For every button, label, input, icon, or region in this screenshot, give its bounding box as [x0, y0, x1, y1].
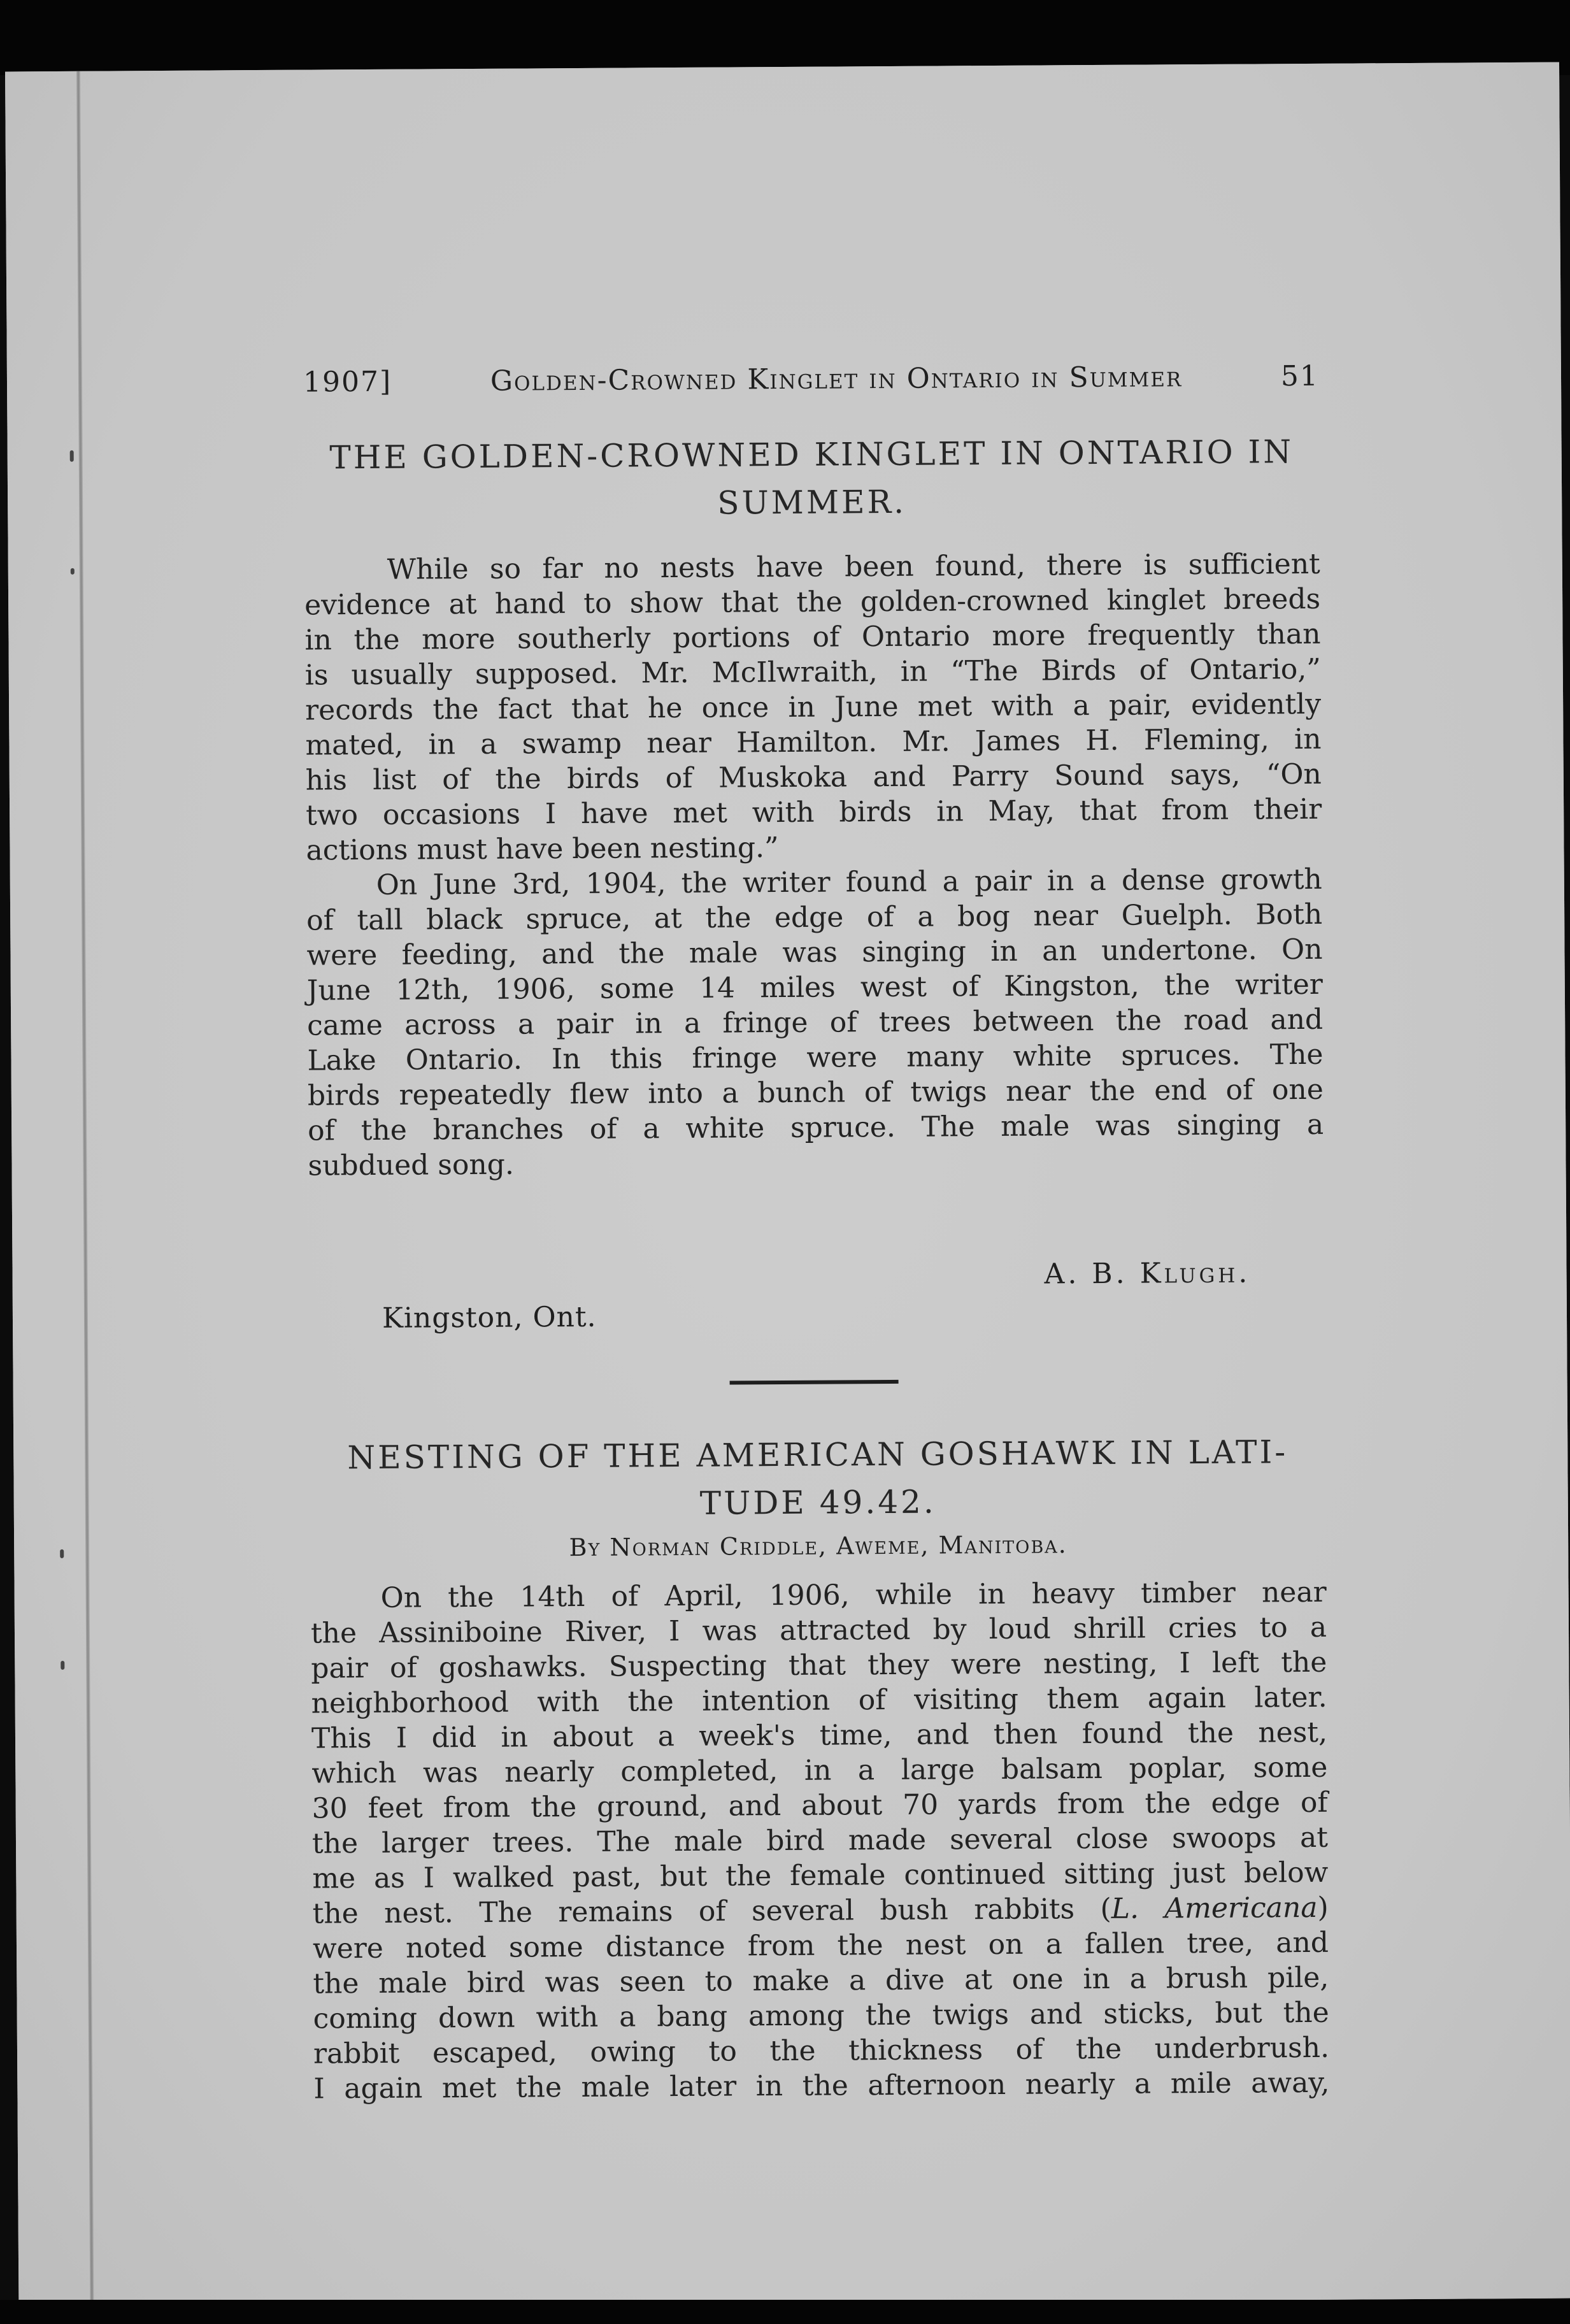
page-number: 51 [1280, 359, 1320, 393]
text-line: in the more southerly portions of Ontario more frequently than [304, 617, 1321, 657]
article2-byline: By Norman Criddle, Aweme, Manitoba. [569, 1530, 1067, 1562]
text-line: were feeding, and the male was singing in an undertone. On [306, 933, 1323, 972]
article1-paragraph-2 [306, 862, 1324, 1184]
text-line: While so far no nests have been found, there is sufficient [387, 547, 1320, 586]
text-line: pair of goshawks. Suspecting that they were nesting, I left the [311, 1646, 1327, 1685]
species-name: L. Americana [1111, 1891, 1318, 1925]
running-head [303, 360, 1319, 399]
article1-title-line2: SUMMER. [717, 483, 907, 522]
text-line: Lake Ontario. In this fringe were many white spruces. The [307, 1038, 1324, 1077]
text-line: the Assiniboine River, I was attracted by loud shrill cries to a [310, 1610, 1327, 1650]
text-line: which was nearly completed, in a large balsam poplar, some [311, 1751, 1328, 1790]
margin-mark [70, 450, 74, 462]
text-line: I again met the male later in the afternoon nearly a mile away, [313, 2066, 1330, 2105]
margin-mark [61, 1661, 64, 1670]
margin-mark [71, 568, 75, 575]
text-line: birds repeatedly flew into a bunch of twigs near the end of one [307, 1073, 1324, 1112]
article2-title-line1: NESTING OF THE AMERICAN GOSHAWK IN LATI- [347, 1433, 1288, 1477]
binding-edge [76, 71, 94, 2307]
text-fragment: the nest. The remains of several bush rabbits ( [312, 1892, 1111, 1930]
text-line: two occasions I have met with birds in May, that from their [306, 793, 1322, 832]
text-line: coming down with a bang among the twigs and sticks, but the [313, 1996, 1329, 2035]
text-line: evidence at hand to show that the golden-crowned kinglet breeds [304, 582, 1321, 622]
article2-paragraph-1 [311, 1575, 1330, 2107]
text-line: is usually supposed. Mr. McIlwraith, in “The Birds of Ontario,” [304, 652, 1321, 692]
text-line: were noted some distance from the nest on a fallen tree, and [312, 1926, 1329, 1965]
article1-title-line1: THE GOLDEN-CROWNED KINGLET IN ONTARIO IN [329, 433, 1294, 477]
text-line: the male bird was seen to make a dive at one in a brush pile, [313, 1961, 1329, 2000]
article2-title-line2: TUDE 49.42. [699, 1483, 936, 1522]
running-head-year: 1907] [303, 365, 392, 399]
text-fragment: ) [1317, 1891, 1329, 1924]
text-line: On June 3rd, 1904, the writer found a pair in a dense growth [376, 863, 1322, 901]
text-line: of tall black spruce, at the edge of a bog near Guelph. Both [306, 898, 1323, 937]
text-line-with-species [313, 1890, 1329, 1932]
running-head-title: Golden-Crowned Kinglet in Ontario in Summer [490, 361, 1183, 398]
text-line: This I did in about a week's time, and then found the nest, [311, 1716, 1328, 1755]
text-line: On the 14th of April, 1906, while in heavy timber near [380, 1575, 1327, 1614]
author-location: Kingston, Ont. [382, 1300, 597, 1335]
text-line: records the fact that he once in June met with a pair, evidently [305, 687, 1322, 727]
text-line: his list of the birds of Muskoka and Parry Sound says, “On [305, 757, 1322, 797]
text-line: June 12th, 1906, some 14 miles west of Kingston, the writer [306, 968, 1323, 1007]
text-line: neighborhood with the intention of visiting them again later. [311, 1681, 1327, 1720]
text-line: subdued song. [308, 1148, 515, 1182]
article1-paragraph-1 [304, 547, 1322, 868]
text-line: actions must have been nesting.” [306, 831, 779, 867]
text-line: mated, in a swamp near Hamilton. Mr. James H. Fleming, in [305, 722, 1322, 762]
text-line: rabbit escaped, owing to the thickness of the underbrush. [313, 2031, 1330, 2070]
book-page [5, 62, 1570, 2308]
text-line: came across a pair in a fringe of trees between the road and [307, 1003, 1324, 1042]
section-divider [730, 1380, 899, 1385]
text-line: 30 feet from the ground, and about 70 yards from the edge of [311, 1786, 1328, 1825]
margin-mark [60, 1549, 64, 1558]
scan-bottom-border [0, 2300, 1570, 2324]
author-signature: A. B. Klugh. [1044, 1256, 1251, 1291]
text-line: me as I walked past, but the female continued sitting just below [312, 1856, 1329, 1895]
text-line: of the branches of a white spruce. The male was singing a [308, 1108, 1324, 1147]
text-line: the larger trees. The male bird made several close swoops at [311, 1821, 1329, 1860]
